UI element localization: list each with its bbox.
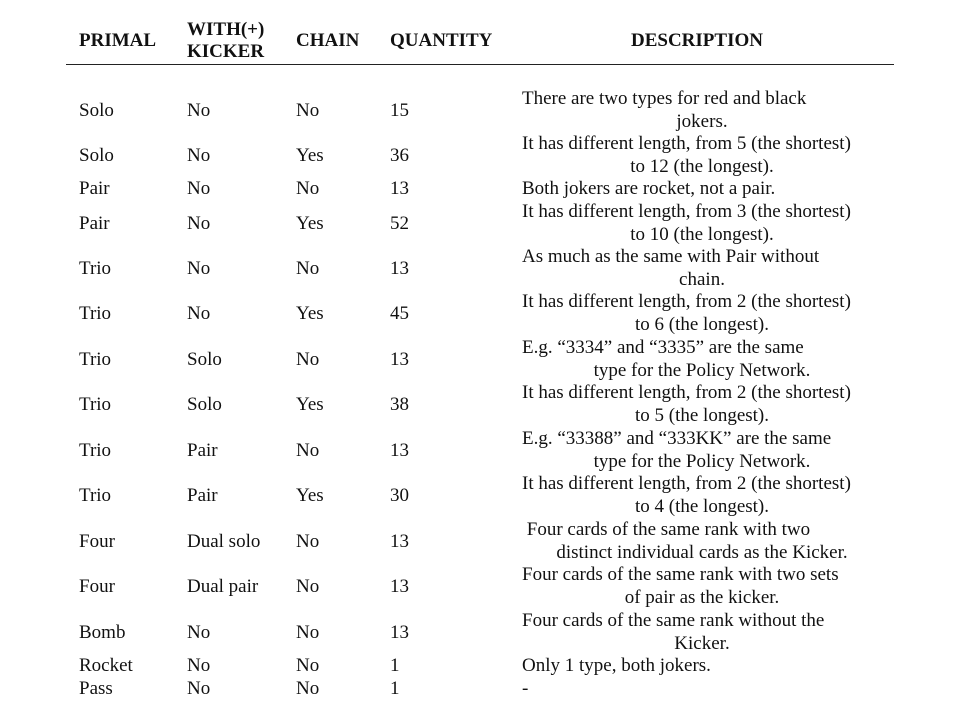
- cell-primal-text: Trio: [79, 348, 112, 370]
- cell-description: [522, 382, 884, 427]
- cell-chain-text: No: [296, 530, 320, 552]
- cell-kicker-text: No: [187, 99, 211, 121]
- table-row: [66, 428, 894, 473]
- description-line-2: chain.: [679, 268, 725, 290]
- cell-primal-text: Trio: [79, 439, 112, 461]
- table-row: [66, 564, 894, 609]
- cell-chain-text: No: [296, 257, 320, 279]
- cell-primal: [79, 88, 184, 133]
- cell-primal-text: Rocket: [79, 655, 133, 676]
- cell-primal-text: Trio: [79, 302, 112, 324]
- cell-kicker: [187, 291, 292, 336]
- cell-chain: [296, 88, 386, 133]
- cell-kicker: [187, 473, 292, 518]
- description-line-2: to 5 (the longest).: [634, 404, 770, 426]
- cell-primal-text: Solo: [79, 144, 114, 166]
- cell-chain-text: No: [296, 678, 320, 699]
- table-row: [66, 201, 894, 246]
- cell-kicker-text: Dual solo: [187, 530, 261, 552]
- table-row: [66, 610, 894, 655]
- cell-quantity: [390, 610, 480, 655]
- description-line-2: of pair as the kicker.: [624, 586, 780, 608]
- cell-kicker-text: No: [187, 621, 211, 643]
- cell-kicker-text: Solo: [187, 393, 222, 415]
- cell-kicker-text: No: [187, 178, 211, 199]
- cell-quantity-text: 30: [390, 484, 409, 506]
- cell-kicker: [187, 382, 292, 427]
- cell-primal-text: Four: [79, 530, 115, 552]
- cell-chain: [296, 201, 386, 246]
- description-text: [522, 133, 882, 178]
- description-line-2: to 10 (the longest).: [630, 223, 774, 245]
- cell-primal: [79, 519, 184, 564]
- description-text: [522, 201, 882, 246]
- cell-quantity-text: 13: [390, 439, 409, 461]
- header-quantity: QUANTITY: [390, 30, 493, 51]
- cell-primal-text: Bomb: [79, 621, 126, 643]
- cell-quantity-text: 13: [390, 348, 409, 370]
- cell-quantity-text: 36: [390, 144, 409, 166]
- cell-primal-text: Trio: [79, 393, 112, 415]
- cell-chain: [296, 428, 386, 473]
- cell-kicker: [187, 519, 292, 564]
- cell-chain: [296, 655, 386, 677]
- table-row: [66, 178, 894, 200]
- description-line-1: It has different length, from 2 (the shortest): [522, 291, 851, 312]
- cell-primal: [79, 291, 184, 336]
- cell-kicker: [187, 678, 292, 700]
- cell-chain: [296, 291, 386, 336]
- cell-chain: [296, 678, 386, 700]
- cell-kicker: [187, 428, 292, 473]
- cell-kicker: [187, 178, 292, 200]
- cell-primal: [79, 610, 184, 655]
- cell-quantity-text: 13: [390, 178, 409, 199]
- cell-quantity-text: 15: [390, 99, 409, 121]
- description-text: [522, 337, 882, 382]
- table-row: [66, 382, 894, 427]
- description-text: [522, 564, 882, 609]
- cell-primal-text: Pass: [79, 678, 113, 699]
- cell-chain-text: Yes: [296, 393, 324, 415]
- cell-chain-text: No: [296, 655, 320, 676]
- cell-description: [522, 655, 884, 677]
- description-line-2: distinct individual cards as the Kicker.: [556, 541, 848, 563]
- description-text: [522, 88, 882, 133]
- description-line-1: It has different length, from 2 (the shortest): [522, 473, 851, 494]
- description-text: [522, 382, 882, 427]
- cell-description: [522, 337, 884, 382]
- cell-primal: [79, 678, 184, 700]
- cell-chain-text: No: [296, 99, 320, 121]
- description-text: [522, 178, 775, 201]
- description-line-1: It has different length, from 5 (the shortest): [522, 133, 851, 154]
- cell-kicker-text: No: [187, 655, 211, 676]
- cell-primal-text: Trio: [79, 257, 112, 279]
- description-line-1: Four cards of the same rank without the: [522, 610, 825, 631]
- cell-chain-text: Yes: [296, 212, 324, 234]
- cell-quantity-text: 52: [390, 212, 409, 234]
- table-row: [66, 519, 894, 564]
- cell-primal: [79, 564, 184, 609]
- description-line-1: Only 1 type, both jokers.: [522, 654, 711, 676]
- cell-chain: [296, 337, 386, 382]
- cell-description: [522, 178, 884, 200]
- cell-quantity-text: 38: [390, 393, 409, 415]
- description-line-2: type for the Policy Network.: [593, 450, 811, 472]
- cell-quantity: [390, 678, 480, 700]
- cell-primal: [79, 133, 184, 178]
- cell-quantity: [390, 178, 480, 200]
- cell-quantity-text: 13: [390, 575, 409, 597]
- cell-chain: [296, 178, 386, 200]
- description-text: [522, 428, 882, 473]
- cell-primal: [79, 246, 184, 291]
- card-type-table: [66, 0, 894, 713]
- cell-description: [522, 428, 884, 473]
- description-line-1: There are two types for red and black: [522, 88, 807, 109]
- cell-chain: [296, 246, 386, 291]
- cell-quantity: [390, 473, 480, 518]
- cell-description: [522, 88, 884, 133]
- cell-kicker-text: No: [187, 678, 211, 699]
- cell-chain: [296, 610, 386, 655]
- description-line-2: to 12 (the longest).: [630, 155, 774, 177]
- cell-quantity-text: 13: [390, 257, 409, 279]
- cell-chain: [296, 133, 386, 178]
- cell-quantity: [390, 88, 480, 133]
- cell-chain-text: No: [296, 348, 320, 370]
- cell-description: [522, 519, 884, 564]
- cell-chain: [296, 519, 386, 564]
- cell-quantity: [390, 428, 480, 473]
- cell-kicker: [187, 133, 292, 178]
- cell-chain-text: Yes: [296, 302, 324, 324]
- description-line-1: Four cards of the same rank with two: [522, 519, 811, 540]
- description-text: [522, 519, 882, 564]
- cell-chain-text: Yes: [296, 484, 324, 506]
- cell-kicker-text: Pair: [187, 484, 218, 506]
- table-row: [66, 655, 894, 677]
- cell-quantity: [390, 337, 480, 382]
- cell-description: [522, 564, 884, 609]
- cell-kicker: [187, 564, 292, 609]
- cell-primal: [79, 178, 184, 200]
- header-kicker-line2: KICKER: [187, 41, 265, 62]
- cell-quantity-text: 45: [390, 302, 409, 324]
- cell-kicker-text: No: [187, 212, 211, 234]
- cell-primal-text: Solo: [79, 99, 114, 121]
- cell-quantity: [390, 246, 480, 291]
- cell-description: [522, 291, 884, 336]
- description-line-1: It has different length, from 2 (the shortest): [522, 382, 851, 403]
- header-rule: [66, 64, 894, 65]
- cell-primal-text: Trio: [79, 484, 112, 506]
- description-line-1: It has different length, from 3 (the shortest): [522, 201, 851, 222]
- description-line-1: -: [522, 677, 529, 699]
- description-text: [522, 655, 711, 678]
- cell-primal: [79, 201, 184, 246]
- description-line-2: jokers.: [676, 110, 728, 132]
- description-text: [522, 678, 528, 701]
- cell-quantity: [390, 291, 480, 336]
- cell-primal: [79, 337, 184, 382]
- description-line-1: Both jokers are rocket, not a pair.: [522, 177, 776, 199]
- cell-primal: [79, 428, 184, 473]
- cell-quantity: [390, 519, 480, 564]
- cell-kicker-text: No: [187, 257, 211, 279]
- description-text: [522, 610, 882, 655]
- cell-description: [522, 678, 884, 700]
- cell-quantity-text: 1: [390, 655, 400, 676]
- cell-quantity: [390, 655, 480, 677]
- cell-description: [522, 133, 884, 178]
- cell-quantity: [390, 564, 480, 609]
- description-text: [522, 246, 882, 291]
- description-line-2: to 6 (the longest).: [634, 313, 770, 335]
- cell-chain-text: No: [296, 439, 320, 461]
- cell-primal-text: Pair: [79, 178, 110, 199]
- cell-primal: [79, 473, 184, 518]
- cell-primal: [79, 382, 184, 427]
- cell-quantity-text: 1: [390, 678, 400, 699]
- cell-chain: [296, 382, 386, 427]
- table-header: [66, 0, 894, 66]
- cell-quantity: [390, 201, 480, 246]
- description-text: [522, 473, 882, 518]
- cell-kicker-text: Solo: [187, 348, 222, 370]
- cell-kicker: [187, 88, 292, 133]
- cell-description: [522, 246, 884, 291]
- cell-description: [522, 201, 884, 246]
- cell-kicker-text: No: [187, 302, 211, 324]
- table-row: [66, 246, 894, 291]
- cell-chain: [296, 564, 386, 609]
- cell-quantity-text: 13: [390, 621, 409, 643]
- table-row: [66, 88, 894, 133]
- cell-kicker: [187, 246, 292, 291]
- cell-primal: [79, 655, 184, 677]
- cell-quantity: [390, 133, 480, 178]
- description-line-1: Four cards of the same rank with two sets: [522, 564, 839, 585]
- cell-primal-text: Four: [79, 575, 115, 597]
- cell-chain-text: No: [296, 621, 320, 643]
- description-line-1: E.g. “33388” and “333KK” are the same: [522, 428, 832, 449]
- cell-description: [522, 610, 884, 655]
- cell-kicker-text: No: [187, 144, 211, 166]
- cell-kicker: [187, 610, 292, 655]
- description-line-1: E.g. “3334” and “3335” are the same: [522, 337, 804, 358]
- cell-kicker-text: Dual pair: [187, 575, 259, 597]
- cell-chain-text: No: [296, 575, 320, 597]
- description-line-2: type for the Policy Network.: [593, 359, 811, 381]
- header-chain: CHAIN: [296, 30, 360, 51]
- table-row: [66, 473, 894, 518]
- header-kicker-line1: WITH(+): [187, 19, 265, 40]
- cell-kicker: [187, 655, 292, 677]
- description-text: [522, 291, 882, 336]
- cell-description: [522, 473, 884, 518]
- table-row: [66, 291, 894, 336]
- cell-chain: [296, 473, 386, 518]
- cell-kicker-text: Pair: [187, 439, 218, 461]
- cell-quantity-text: 13: [390, 530, 409, 552]
- header-description: DESCRIPTION: [631, 30, 763, 51]
- cell-quantity: [390, 382, 480, 427]
- cell-primal-text: Pair: [79, 212, 110, 234]
- table-row: [66, 678, 894, 700]
- table-row: [66, 133, 894, 178]
- cell-chain-text: No: [296, 178, 320, 199]
- description-line-1: As much as the same with Pair without: [522, 246, 820, 267]
- header-kicker: [187, 19, 264, 63]
- cell-kicker: [187, 201, 292, 246]
- description-line-2: Kicker.: [674, 632, 730, 654]
- cell-kicker: [187, 337, 292, 382]
- header-primal: PRIMAL: [79, 30, 157, 51]
- description-line-2: to 4 (the longest).: [634, 495, 770, 517]
- cell-chain-text: Yes: [296, 144, 324, 166]
- table-row: [66, 337, 894, 382]
